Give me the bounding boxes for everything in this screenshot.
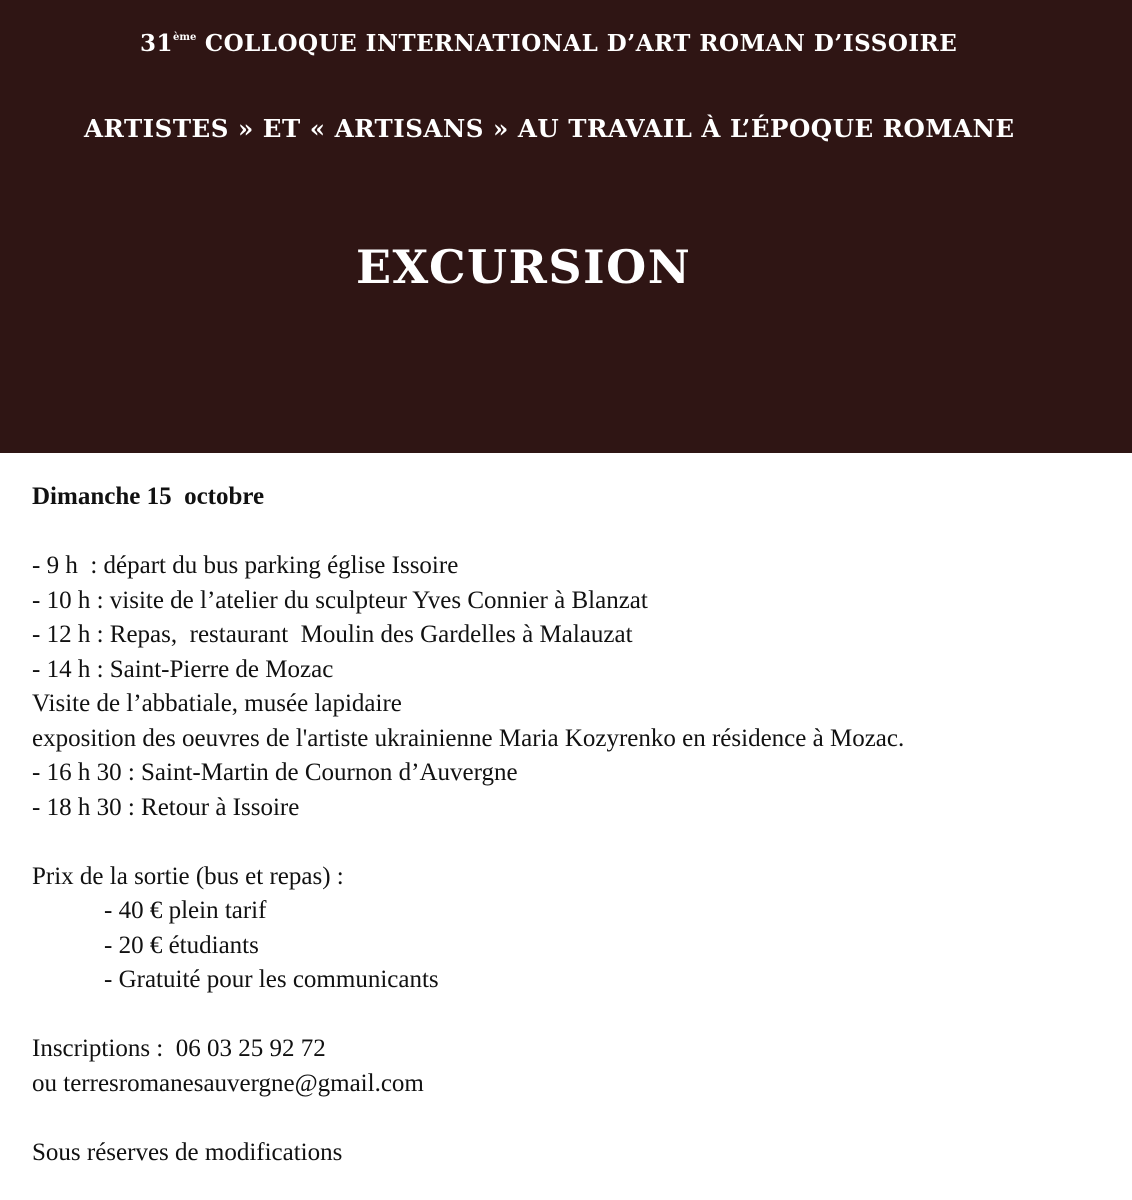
spacer (32, 825, 1112, 860)
schedule-item: - 18 h 30 : Retour à Issoire (32, 793, 300, 821)
pricing-item: - 20 € étudiants (104, 931, 259, 959)
pricing-list (32, 894, 1112, 998)
excursion-date: Dimanche 15 octobre (32, 483, 265, 510)
colloque-ordinal-suffix: ème (173, 32, 197, 43)
pricing-item: - Gratuité pour les communicants (104, 966, 439, 993)
schedule-item: Visite de l’abbatiale, musée lapidaire (32, 690, 402, 717)
header-banner (0, 0, 1132, 453)
pricing-item: - 40 € plein tarif (104, 897, 267, 924)
schedule-item: - 9 h : départ du bus parking église Issoire (32, 552, 459, 579)
modifications-note: Sous réserves de modifications (32, 1138, 343, 1166)
spacer (32, 1101, 1112, 1136)
colloque-title (140, 30, 980, 57)
schedule-item: - 14 h : Saint-Pierre de Mozac (32, 655, 334, 683)
schedule-item: - 12 h : Repas, restaurant Moulin des Gardelles à Malauzat (32, 621, 633, 648)
schedule-item: exposition des oeuvres de l'artiste ukrainienne Maria Kozyrenko en résidence à Mozac. (32, 724, 905, 752)
pricing-title: Prix de la sortie (bus et repas) : (32, 862, 344, 890)
schedule-item: - 16 h 30 : Saint-Martin de Cournon d’Auvergne (32, 759, 518, 786)
excursion-heading: EXCURSION (356, 240, 692, 294)
colloque-theme: ARTISTES » ET « ARTISANS » AU TRAVAIL À L’ÉPOQUE ROMANE (84, 114, 1015, 143)
schedule-list (32, 549, 1112, 825)
registration-email: ou terresromanesauvergne@gmail.com (32, 1069, 424, 1097)
colloque-number: 31 (140, 30, 174, 57)
spacer (32, 998, 1112, 1033)
registration-phone: Inscriptions : 06 03 25 92 72 (32, 1035, 326, 1062)
schedule-item: - 10 h : visite de l’atelier du sculpteur Yves Connier à Blanzat (32, 586, 648, 614)
colloque-name: COLLOQUE INTERNATIONAL D’ART ROMAN D’ISSOIRE (196, 30, 958, 57)
document-body (32, 480, 1112, 1170)
spacer (32, 515, 1112, 550)
